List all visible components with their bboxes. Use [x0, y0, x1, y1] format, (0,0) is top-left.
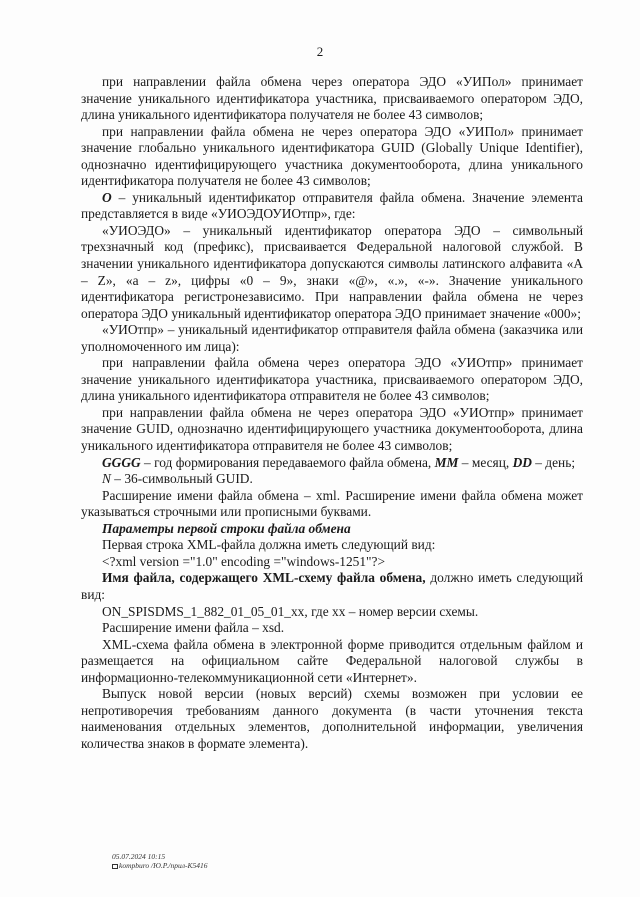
paragraph-first-line: Первая строка XML-файла должна иметь следующий вид:	[102, 537, 436, 553]
paragraph-schema-filename: Имя файла, содержащего XML-схему файла обмена, должно иметь следующий вид:	[81, 570, 583, 602]
paragraph-date-parts: GGGG – год формирования передаваемого файла обмена, MM – месяц, DD – день;	[102, 454, 576, 470]
footer-reference: kompburo /Ю.Р./прил-К5416	[112, 861, 208, 870]
paragraph-xml-declaration: <?xml version ="1.0" encoding ="windows-1251"?>	[102, 553, 386, 569]
footer-timestamp: 05.07.2024 10:15	[112, 852, 166, 861]
term-mm: MM	[434, 454, 459, 470]
term-o: O	[102, 189, 112, 205]
paragraph-recipient-not-via-operator: при направлении файла обмена не через оператора ЭДО «УИПол» принимает значение глобально уникального идентификатора GUID (Globally Unique Identifier), однозначно идентифицирующего участника документооборота, длина уникального идентификатора получателя не более 43 символов;	[81, 123, 583, 189]
paragraph-schema-name: ON_SPISDMS_1_882_01_05_01_xx, где хх – номер версии схемы.	[102, 603, 479, 619]
document-body	[81, 74, 583, 752]
paragraph-schema-publication: XML-схема файла обмена в электронной форме приводится отдельным файлом и размещается на официальном сайте Федеральной налоговой службы в информационно-телекоммуникационной сети «Интернет».	[81, 636, 583, 685]
footer-stamp	[112, 852, 208, 870]
paragraph-sender-via-operator: при направлении файла обмена через оператора ЭДО «УИОтпр» принимает значение уникального идентификатора участника, присваиваемого оператором ЭДО, длина уникального идентификатора отправителя не более 43 символов;	[81, 355, 583, 404]
term-gggg: GGGG	[102, 454, 141, 470]
paragraph-sender-id: O – уникальный идентификатор отправителя файла обмена. Значение элемента представляется в виде «УИОЭДОУИОтпр», где:	[81, 189, 583, 222]
paragraph-new-version: Выпуск новой версии (новых версий) схемы возможен при условии ее непротиворечия требованиям данного документа (в части уточнения текста наименования отдельных элементов, дополнительной информации, увеличения количества знаков в формате элемента).	[81, 686, 583, 751]
term-n: N	[102, 471, 111, 487]
paragraph-uiotpr: «УИОтпр» – уникальный идентификатор отправителя файла обмена (заказчика или уполномоченного им лица):	[81, 322, 583, 354]
paragraph-guid: N – 36-символьный GUID.	[102, 471, 253, 487]
paragraph-schema-extension: Расширение имени файла – xsd.	[102, 620, 285, 636]
page-number: 2	[316, 44, 324, 59]
document-icon	[112, 864, 118, 869]
paragraph-uioedo: «УИОЭДО» – уникальный идентификатор оператора ЭДО – символьный трехзначный код (префикс), присваивается Федеральной налоговой службой. В значении уникального идентификатора допускаются символы латинского алфавита «A – Z», «a – z», цифры «0 – 9», знаки «@», «.», «-». Значение уникального идентификатора регистронезависимо. При направлении файла обмена не через оператора ЭДО уникальный идентификатор оператора ЭДО принимает значение «000»;	[81, 222, 583, 321]
section-heading-first-line: Параметры первой строки файла обмена	[102, 520, 351, 536]
paragraph-sender-not-via-operator: при направлении файла обмена не через оператора ЭДО «УИОтпр» принимает значение GUID, однозначно идентифицирующего участника документооборота, длина уникального идентификатора отправителя не более 43 символов;	[81, 404, 583, 454]
paragraph-extension: Расширение имени файла обмена – xml. Расширение имени файла обмена может указываться строчными или прописными буквами.	[81, 487, 583, 520]
term-dd: DD	[512, 454, 532, 470]
paragraph-recipient-via-operator: при направлении файла обмена через оператора ЭДО «УИПол» принимает значение уникального идентификатора участника, присваиваемого оператором ЭДО, длина уникального идентификатора получателя не более 43 символов;	[81, 74, 583, 123]
